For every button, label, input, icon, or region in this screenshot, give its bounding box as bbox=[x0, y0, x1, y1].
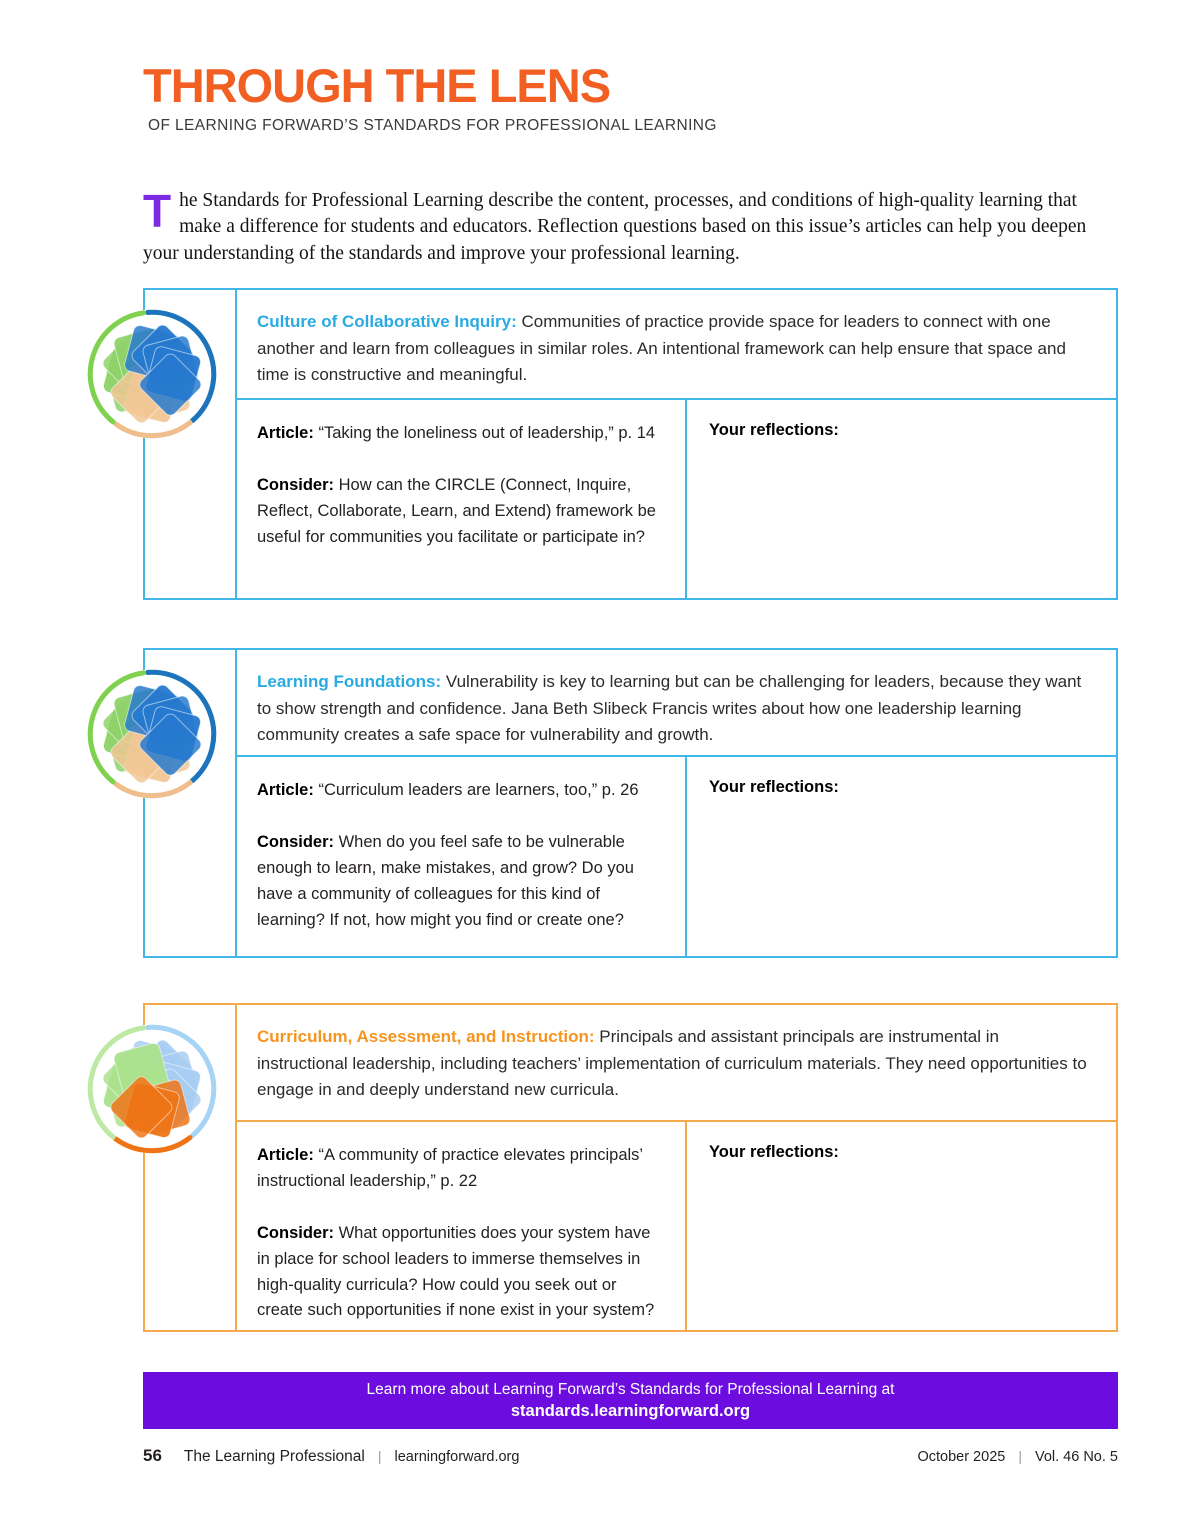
reflections-input-area[interactable] bbox=[687, 1122, 1116, 1330]
consider-label: Consider: bbox=[257, 832, 335, 851]
article-title: “Curriculum leaders are learners, too,” p. 26 bbox=[318, 781, 639, 799]
article-label: Article: bbox=[257, 424, 314, 442]
standards-info-banner bbox=[143, 1372, 1118, 1429]
footer-separator: | bbox=[1018, 1448, 1022, 1464]
standard-name: Curriculum, Assessment, and Instruction: bbox=[257, 1027, 595, 1046]
article-label: Article: bbox=[257, 1146, 314, 1164]
article-consider-cell bbox=[237, 400, 687, 598]
journal-name: The Learning Professional bbox=[183, 1448, 365, 1465]
dropcap-letter: T bbox=[143, 184, 172, 237]
banner-text: Learn more about Learning Forward’s Standards for Professional Learning at bbox=[366, 1380, 895, 1398]
reflections-input-area[interactable] bbox=[687, 757, 1116, 956]
standards-pinwheel-icon bbox=[82, 304, 222, 444]
standard-summary bbox=[237, 650, 1116, 757]
page-title: THROUGH THE LENS bbox=[143, 59, 611, 112]
reflections-label: Your reflections: bbox=[709, 421, 839, 439]
consider-line bbox=[257, 1221, 659, 1325]
article-title: “A community of practice elevates principals’ instructional leadership,” p. 22 bbox=[257, 1146, 643, 1190]
section-learning-foundations bbox=[143, 648, 1118, 958]
masthead bbox=[143, 59, 1118, 135]
consider-label: Consider: bbox=[257, 1223, 335, 1242]
volume-number: Vol. 46 No. 5 bbox=[1034, 1449, 1118, 1465]
article-consider-cell bbox=[237, 757, 687, 956]
article-title: “Taking the loneliness out of leadership,” p. 14 bbox=[318, 424, 656, 442]
consider-label: Consider: bbox=[257, 475, 335, 494]
article-line bbox=[257, 421, 659, 447]
section-culture-of-collaborative-inquiry bbox=[143, 288, 1118, 600]
reflections-label: Your reflections: bbox=[709, 1143, 839, 1161]
standard-summary bbox=[237, 1005, 1116, 1122]
standard-summary bbox=[237, 290, 1116, 400]
standard-description: Communities of practice provide space for leaders to connect with one another and learn from colleagues in similar roles. An intentional framework can help ensure that space and time is constructive and meaningful. bbox=[257, 312, 1066, 385]
intro-text: he Standards for Professional Learning describe the content, processes, and conditions of high-quality learning that make a difference for students and educators. Reflection questions based on this issue’s articles can help you deepen your understanding of the standards and improve your professional learning. bbox=[143, 189, 1087, 264]
standard-description: Vulnerability is key to learning but can be challenging for leaders, because they want to show strength and confidence. Jana Beth Slibeck Francis writes about how one leadership learning community creates a safe space for vulnerability and growth. bbox=[257, 672, 1082, 745]
page-subtitle: OF LEARNING FORWARD’S STANDARDS FOR PROFESSIONAL LEARNING bbox=[148, 117, 717, 134]
consider-question: How can the CIRCLE (Connect, Inquire, Reflect, Collaborate, Learn, and Extend) framework be useful for communities you facilitate or participate in? bbox=[257, 475, 656, 546]
article-line bbox=[257, 1143, 659, 1195]
consider-line bbox=[257, 473, 659, 551]
standard-description: Principals and assistant principals are instrumental in instructional leadership, including teachers’ implementation of curriculum materials. They need opportunities to engage in and deeply understand new curricula. bbox=[257, 1027, 1087, 1100]
section-curriculum-assessment-instruction bbox=[143, 1003, 1118, 1332]
standard-name: Learning Foundations: bbox=[257, 672, 442, 691]
banner-url-link[interactable]: standards.learningforward.org bbox=[510, 1401, 751, 1420]
intro-paragraph bbox=[143, 184, 1118, 268]
article-consider-cell bbox=[237, 1122, 687, 1330]
page-number: 56 bbox=[143, 1446, 162, 1465]
footer-separator: | bbox=[377, 1448, 382, 1464]
article-label: Article: bbox=[257, 781, 314, 799]
page-footer bbox=[143, 1446, 1118, 1466]
issue-date: October 2025 bbox=[917, 1449, 1006, 1465]
journal-site-link[interactable]: learningforward.org bbox=[394, 1449, 520, 1465]
consider-question: When do you feel safe to be vulnerable enough to learn, make mistakes, and grow? Do you have a community of colleagues for this kind of learning? If not, how might you find or create one? bbox=[257, 832, 634, 929]
consider-line bbox=[257, 830, 659, 934]
article-line bbox=[257, 778, 659, 804]
consider-question: What opportunities does your system have in place for school leaders to immerse themselves in high-quality curricula? How could you seek out or create such opportunities if none exist in your system? bbox=[257, 1223, 655, 1320]
standards-pinwheel-icon bbox=[82, 664, 222, 804]
reflections-input-area[interactable] bbox=[687, 400, 1116, 598]
reflections-label: Your reflections: bbox=[709, 778, 839, 796]
standard-name: Culture of Collaborative Inquiry: bbox=[257, 312, 517, 331]
standards-pinwheel-icon bbox=[82, 1019, 222, 1159]
